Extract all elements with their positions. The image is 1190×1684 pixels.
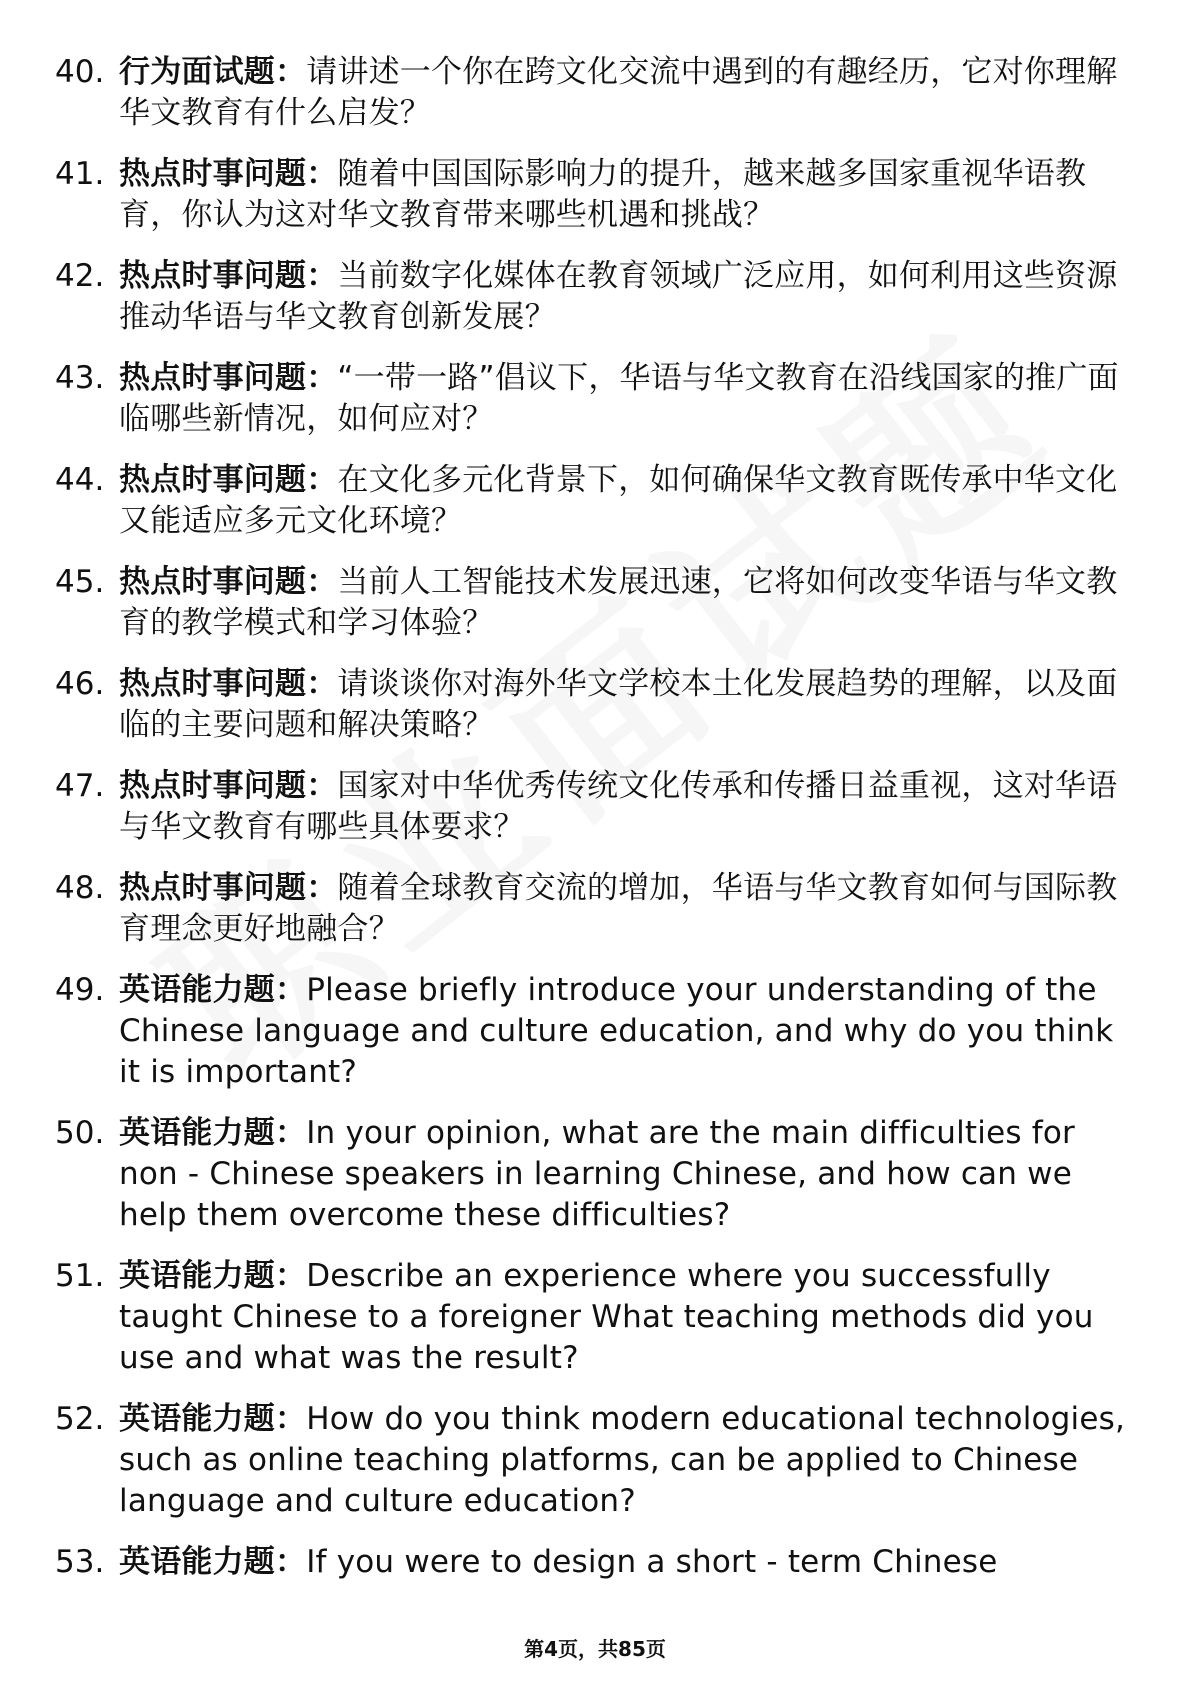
question-number: 50. [55,1115,105,1151]
question-number: 44. [55,462,105,498]
question-text: “一带一路”倡议下，华语与华文教育在沿线国家的推广面临哪些新情况，如何应对？ [119,360,1119,437]
question-category: 英语能力题： [119,1544,307,1580]
question-number: 41. [55,156,105,192]
question-category: 英语能力题： [119,1115,307,1151]
question-item [55,52,1135,134]
question-body [119,970,1135,1093]
question-number: 47. [55,768,105,804]
question-item [55,868,1135,950]
question-item [55,562,1135,644]
question-category: 热点时事问题： [119,258,338,294]
question-body [119,664,1135,746]
question-text: How do you think modern educational technologies, such as online teaching platforms, can be applied to Chinese language and culture education? [119,1401,1126,1519]
question-body [119,52,1135,134]
question-body [119,1399,1135,1522]
question-list [55,52,1135,1583]
question-item [55,1256,1135,1379]
question-item [55,1113,1135,1236]
question-body [119,154,1135,236]
question-category: 热点时事问题： [119,564,338,600]
question-item [55,970,1135,1093]
question-text: If you were to design a short - term Chinese [306,1544,998,1580]
question-body [119,868,1135,950]
question-text: 当前数字化媒体在教育领域广泛应用，如何利用这些资源推动华语与华文教育创新发展？ [119,258,1118,335]
question-number: 40. [55,54,105,90]
question-number: 45. [55,564,105,600]
question-number: 43. [55,360,105,396]
question-text: 请讲述一个你在跨文化交流中遇到的有趣经历，它对你理解华文教育有什么启发？ [119,54,1118,131]
question-item [55,664,1135,746]
question-body [119,1256,1135,1379]
question-text: Describe an experience where you successfully taught Chinese to a foreigner What teaching methods did you use and what was the result? [119,1258,1094,1376]
question-item [55,154,1135,236]
question-category: 行为面试题： [119,54,307,90]
question-body [119,1113,1135,1236]
question-text: 随着中国国际影响力的提升，越来越多国家重视华语教育，你认为这对华文教育带来哪些机遇和挑战？ [119,156,1087,233]
question-item [55,1399,1135,1522]
question-item [55,766,1135,848]
question-item [55,358,1135,440]
question-category: 英语能力题： [119,1401,307,1437]
question-category: 热点时事问题： [119,768,338,804]
question-body [119,562,1135,644]
question-number: 46. [55,666,105,702]
page-footer: 第4页，共85页 [524,1637,666,1661]
question-number: 51. [55,1258,105,1294]
question-text: 国家对中华优秀传统文化传承和传播日益重视，这对华语与华文教育有哪些具体要求？ [119,768,1118,845]
question-body [119,358,1135,440]
question-body [119,1542,1135,1583]
question-body [119,256,1135,338]
question-number: 52. [55,1401,105,1437]
question-item [55,256,1135,338]
question-category: 热点时事问题： [119,360,338,396]
question-category: 英语能力题： [119,972,307,1008]
question-number: 48. [55,870,105,906]
question-category: 热点时事问题： [119,666,338,702]
question-text: 在文化多元化背景下，如何确保华文教育既传承中华文化又能适应多元文化环境？ [119,462,1118,539]
question-category: 热点时事问题： [119,156,338,192]
question-text: 请谈谈你对海外华文学校本土化发展趋势的理解，以及面临的主要问题和解决策略？ [119,666,1118,743]
question-number: 53. [55,1544,105,1580]
question-category: 英语能力题： [119,1258,307,1294]
question-body [119,460,1135,542]
question-text: Please briefly introduce your understanding of the Chinese language and culture education, and why do you think it is important? [119,972,1114,1090]
question-category: 热点时事问题： [119,462,338,498]
question-number: 49. [55,972,105,1008]
question-category: 热点时事问题： [119,870,338,906]
question-item [55,460,1135,542]
question-text: In your opinion, what are the main difficulties for non - Chinese speakers in learning Chinese, and how can we help them overcome these difficulties? [119,1115,1075,1233]
question-number: 42. [55,258,105,294]
question-item [55,1542,1135,1583]
question-body [119,766,1135,848]
question-text: 当前人工智能技术发展迅速，它将如何改变华语与华文教育的教学模式和学习体验？ [119,564,1118,641]
question-text: 随着全球教育交流的增加，华语与华文教育如何与国际教育理念更好地融合？ [119,870,1118,947]
